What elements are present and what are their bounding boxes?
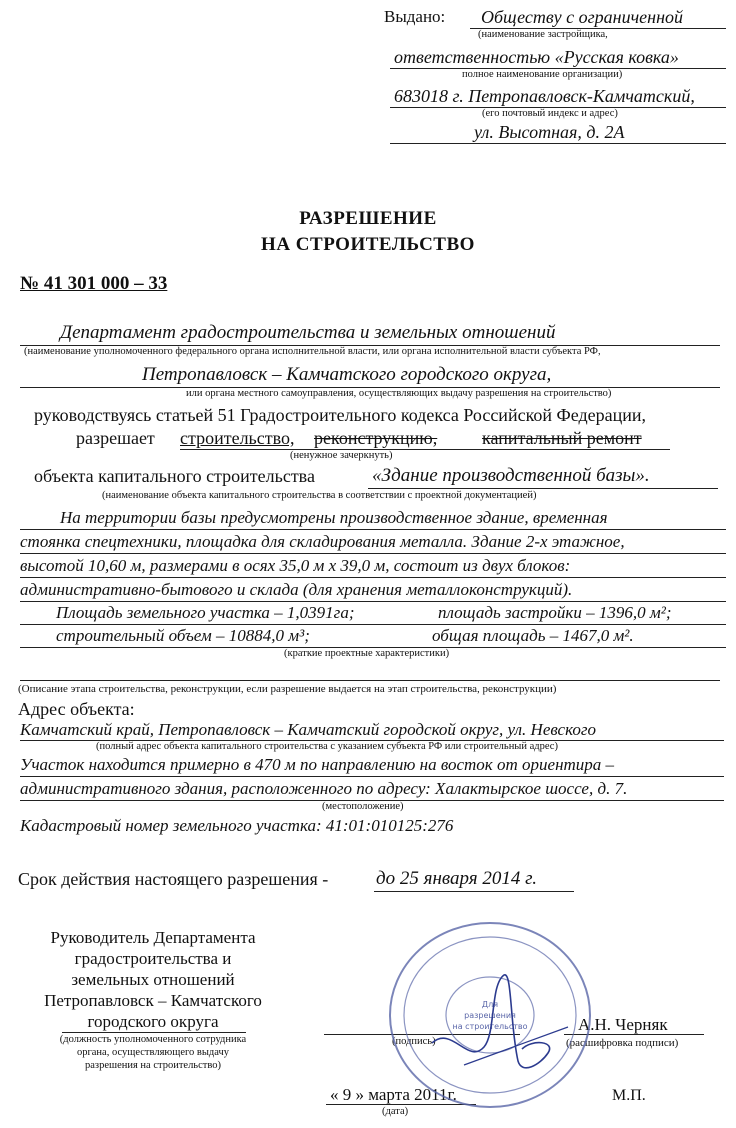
issued-line-3: 683018 г. Петропавловск-Камчатский, [394, 86, 695, 106]
address-line-2: Участок находится примерно в 470 м по направлению на восток от ориентира – [20, 755, 615, 774]
address-label: Адрес объекта: [18, 699, 135, 719]
underline [20, 553, 726, 554]
signer-name: А.Н. Черняк [578, 1015, 668, 1034]
option-construction: строительство, [180, 428, 295, 448]
address-line-1: Камчатский край, Петропавловск – Камчатский городской округ, ул. Невского [20, 720, 596, 739]
underline [390, 143, 726, 144]
issue-date: « 9 » марта 2011г. [330, 1085, 457, 1104]
description-area-building: площадь застройки – 1396,0 м²; [438, 603, 672, 622]
description-line-3: высотой 10,60 м, размерами в осях 35,0 м х 39,0 м, состоит из двух блоков: [20, 556, 571, 575]
description-total-area: общая площадь – 1467,0 м². [432, 626, 634, 645]
svg-text:на строительство: на строительство [452, 1022, 528, 1031]
underline [20, 601, 726, 602]
option-capital-repair: капитальный ремонт [482, 428, 642, 448]
document-title-line-2: НА СТРОИТЕЛЬСТВО [261, 234, 475, 255]
position-line-2: градостроительства и [74, 949, 232, 968]
underline [62, 1032, 246, 1033]
position-line-4: Петропавловск – Камчатского [44, 991, 262, 1010]
issued-label: Выдано: [384, 7, 446, 26]
underline [368, 488, 718, 489]
caption-authority: (наименование уполномоченного федерального органа исполнительной власти, или органа исполнительной власти субъекта РФ, [24, 346, 601, 357]
underline [20, 624, 726, 625]
authority-line-2: Петропавловск – Камчатского городского округа, [142, 364, 552, 385]
description-line-2: стоянка спецтехники, площадка для складирования металла. Здание 2-х этажное, [20, 532, 625, 551]
caption-location: (местоположение) [322, 801, 404, 812]
position-line-5: городского округа [87, 1012, 219, 1031]
caption-strike: (ненужное зачеркнуть) [290, 450, 393, 461]
position-caption-2: органа, осуществляющего выдачу [76, 1047, 230, 1058]
official-stamp-icon [372, 915, 632, 1115]
description-line-4: административно-бытового и склада (для хранения металлоконструкций). [20, 580, 573, 599]
svg-text:разрешения: разрешения [464, 1011, 516, 1020]
issued-line-4: ул. Высотная, д. 2А [474, 122, 625, 142]
caption-signer-name: (расшифровка подписи) [566, 1037, 679, 1049]
position-line-3: земельных отношений [71, 970, 235, 989]
cadastral-number: Кадастровый номер земельного участка: 41:01:010125:276 [20, 816, 454, 835]
underline [180, 449, 670, 450]
issued-line-1: Обществу с ограниченной [481, 7, 684, 27]
position-caption-3: разрешения на строительство) [85, 1060, 221, 1071]
caption-postal: (его почтовый индекс и адрес) [482, 108, 618, 119]
document-title-line-1: РАЗРЕШЕНИЕ [299, 208, 437, 229]
validity-label: Срок действия настоящего разрешения - [18, 869, 329, 889]
underline [20, 577, 726, 578]
address-line-3: административного здания, расположенного по адресу: Халактырское шоссе, д. 7. [20, 779, 628, 798]
basis-line: руководствуясь статьей 51 Градостроительного кодекса Российской Федерации, [34, 405, 647, 425]
caption-developer: (наименование застройщика, [478, 29, 608, 40]
option-reconstruction: реконструкцию, [314, 428, 438, 448]
position-line-1: Руководитель Департамента [50, 928, 256, 947]
underline [20, 680, 720, 681]
description-area-land: Площадь земельного участка – 1,0391га; [56, 603, 355, 622]
permits-label: разрешает [76, 428, 155, 448]
underline [20, 776, 724, 777]
validity-date: до 25 января 2014 г. [376, 868, 537, 889]
caption-address: (полный адрес объекта капитального строительства с указанием субъекта РФ или строительный адрес) [96, 741, 558, 752]
underline [374, 891, 574, 892]
description-volume: строительный объем – 10884,0 м³; [56, 626, 310, 645]
authority-line-1: Департамент градостроительства и земельных отношений [60, 322, 556, 343]
caption-object: (наименование объекта капитального строительства в соответствии с проектной документацией) [102, 490, 537, 501]
caption-date: (дата) [382, 1106, 409, 1117]
position-caption-1: (должность уполномоченного сотрудника [59, 1034, 247, 1045]
object-name: «Здание производственной базы». [372, 465, 650, 486]
underline [20, 529, 726, 530]
issued-line-2: ответственностью «Русская ковка» [394, 47, 679, 67]
permit-number: № 41 301 000 – 33 [20, 273, 168, 294]
seal-mark: М.П. [612, 1087, 646, 1104]
caption-signature: (подпись) [392, 1036, 436, 1047]
description-line-1: На территории базы предусмотрены производственное здание, временная [60, 508, 608, 527]
svg-text:Для: Для [481, 1000, 499, 1009]
caption-org-name: полное наименование организации) [462, 69, 623, 80]
object-label: объекта капитального строительства [34, 466, 315, 486]
caption-local-authority: или органа местного самоуправления, осуществляющих выдачу разрешения на строительство) [186, 388, 612, 399]
caption-stage: (Описание этапа строительства, реконструкции, если разрешение выдается на этап строительства, реконструкции) [18, 683, 557, 695]
caption-characteristics: (краткие проектные характеристики) [284, 648, 450, 659]
